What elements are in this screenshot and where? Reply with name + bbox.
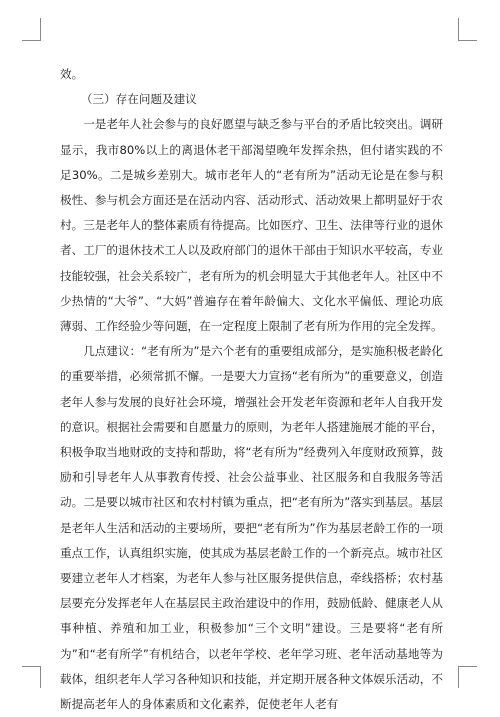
section-heading: （三）存在问题及建议	[80, 92, 197, 107]
paragraph-problems: 一是老年人社会参与的良好愿望与缺乏参与平台的矛盾比较突出。调研显示，我市80%以上的离退休老干部渴望晚年发挥余热，但付诸实践的不足30%。二是城乡差别大。城市老年人的“老有所为”活动无论是在参与积极性、参与机会方面还是在活动内容、活动形式、活动效果上都明显好于农村。三是老年人的整体素质有待提高。比如医疗、卫生、法律等行业的退休者、工厂的退休技术工人以及政府部门的退休干部由于知识水平较高，专业技能较强，社会关系较广，老有所为的机会明显大于其他老年人。社区中不少热情的“大爷”、“大妈”普遍存在着年龄偏大、文化水平偏低、理论功底薄弱、工作经验少等问题，在一定程度上限制了老有所为作用的完全发挥。	[60, 117, 443, 334]
lead-fragment: 效。	[60, 67, 84, 81]
paragraph-suggestions: 几点建议：“老有所为”是六个老有的重要组成部分，是实施积极老龄化的重要举措，必须常抓不懈。一是要大力宣扬“老有所为”的重要意义，创造老年人参与发展的良好社会环境，增强社会开发老年资源和老年人自我开发的意识。根据社会需要和自愿量力的原则，为老年人搭建施展才能的平台，积极争取当地财政的支持和帮助，将“老有所为”经费列入年度财政预算，鼓励和引导老年人从事教育传授、社会公益事业、社区服务和自我服务等活动。二是要以城市社区和农村村镇为重点，把“老有所为”落实到基层。基层是老年人生活和活动的主要场所，要把“老有所为”作为基层老龄工作的一项重点工作，认真组织实施，使其成为基层老龄工作的一个新亮点。城市社区要建立老年人才档案，为老年人参与社区服务提供信息，牵线搭桥；农村基层要充分发挥老年人在基层民主政治建设中的作用，鼓励低龄、健康老人从事种植、养殖和加工业，积极参加“三个文明”建设。三是要将“老有所为”和“老有所学”有机结合，以老年学校、老年学习班、老年活动基地等为载体，组织老年人学习各种知识和技能，并定期开展各种文体娱乐活动，不断提高老年人的身体素质和文化素养，促使老年人老有	[60, 344, 444, 712]
document-body	[60, 62, 443, 717]
